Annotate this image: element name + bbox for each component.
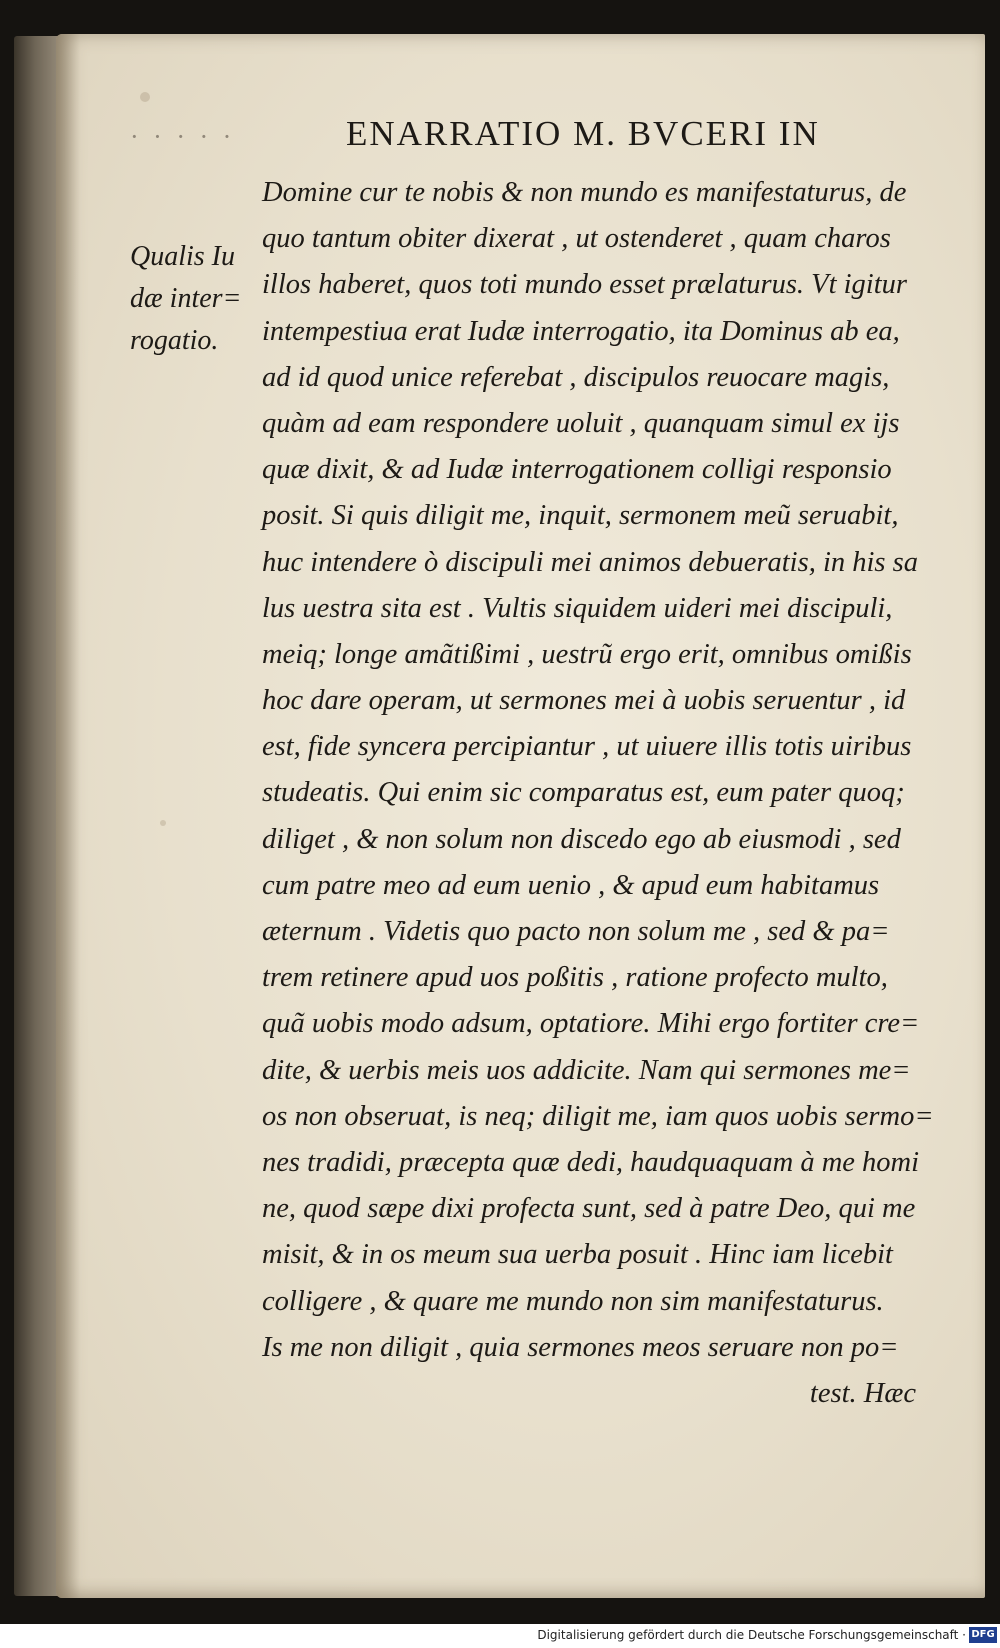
paper-stain xyxy=(160,820,166,826)
text-line: cum patre meo ad eum uenio , & apud eum habitamus xyxy=(262,869,880,901)
digitization-footer xyxy=(0,1624,1000,1648)
text-line: meiq; longe amãtißimi , uestrũ ergo erit, omnibus omißis xyxy=(262,638,912,670)
body-text xyxy=(262,170,962,1417)
dfg-logo: DFG xyxy=(969,1627,997,1643)
text-line: quæ dixit, & ad Iudæ interrogationem colligi responsio xyxy=(262,454,892,486)
text-line: hoc dare operam, ut sermones mei à uobis seruentur , id xyxy=(262,685,906,717)
text-line: diliget , & non solum non discedo ego ab eiusmodi , sed xyxy=(262,823,901,855)
text-line: æternum . Videtis quo pacto non solum me , sed & pa= xyxy=(262,916,890,947)
text-line: quo tantum obiter dixerat , ut ostenderet , quam charos xyxy=(262,223,891,255)
running-header: ENARRATIO M. BVCERI IN xyxy=(346,114,820,153)
text-line: huc intendere ò discipuli mei animos debueratis, in his sa xyxy=(262,546,918,578)
text-line: ad id quod unice referebat , discipulos reuocare magis, xyxy=(262,361,890,393)
text-line: dite, & uerbis meis uos addicite. Nam qui sermones me= xyxy=(262,1054,911,1086)
text-line: quàm ad eam respondere uoluit , quanquam simul ex ijs xyxy=(262,407,900,439)
catchword-line: test. Hæc xyxy=(809,1377,916,1409)
faded-header-mark: · · · · · xyxy=(130,122,236,151)
text-line: ne, quod sæpe dixi profecta sunt, sed à patre Deo, qui me xyxy=(262,1193,916,1225)
marginal-note-line: dæ inter= xyxy=(130,283,242,314)
text-line: colligere , & quare me mundo non sim manifestaturus. xyxy=(262,1285,884,1317)
marginal-note xyxy=(130,236,241,362)
text-line: nes tradidi, præcepta quæ dedi, haudquaquam à me homi xyxy=(262,1146,920,1178)
marginal-note-line: rogatio. xyxy=(130,325,219,356)
funding-credit: Digitalisierung gefördert durch die Deutsche Forschungsgemeinschaft · xyxy=(537,1628,966,1642)
paper-stain xyxy=(140,92,150,102)
text-line: misit, & in os meum sua uerba posuit . Hinc iam licebit xyxy=(262,1239,893,1271)
text-line: lus uestra sita est . Vultis siquidem uideri mei discipuli, xyxy=(262,592,893,624)
text-line: posit. Si quis diligit me, inquit, sermonem meũ seruabit, xyxy=(262,500,899,532)
text-line: intempestiua erat Iudæ interrogatio, ita Dominus ab ea, xyxy=(262,315,900,347)
text-line: studeatis. Qui enim sic comparatus est, eum pater quoq; xyxy=(262,777,905,809)
text-line: Domine cur te nobis & non mundo es manifestaturus, de xyxy=(262,177,907,208)
text-line: os non obseruat, is neq; diligit me, iam quos uobis sermo= xyxy=(262,1100,934,1132)
text-line: Is me non diligit , quia sermones meos seruare non po= xyxy=(262,1331,899,1363)
text-line: trem retinere apud uos poßitis , ratione profecto multo, xyxy=(262,962,888,994)
text-line: quã uobis modo adsum, optatiore. Mihi ergo fortiter cre= xyxy=(262,1008,920,1040)
text-line: est, fide syncera percipiantur , ut uiuere illis totis uiribus xyxy=(262,731,912,763)
marginal-note-line: Qualis Iu xyxy=(130,241,235,272)
text-line: illos haberet, quos toti mundo esset prælaturus. Vt igitur xyxy=(262,269,907,301)
